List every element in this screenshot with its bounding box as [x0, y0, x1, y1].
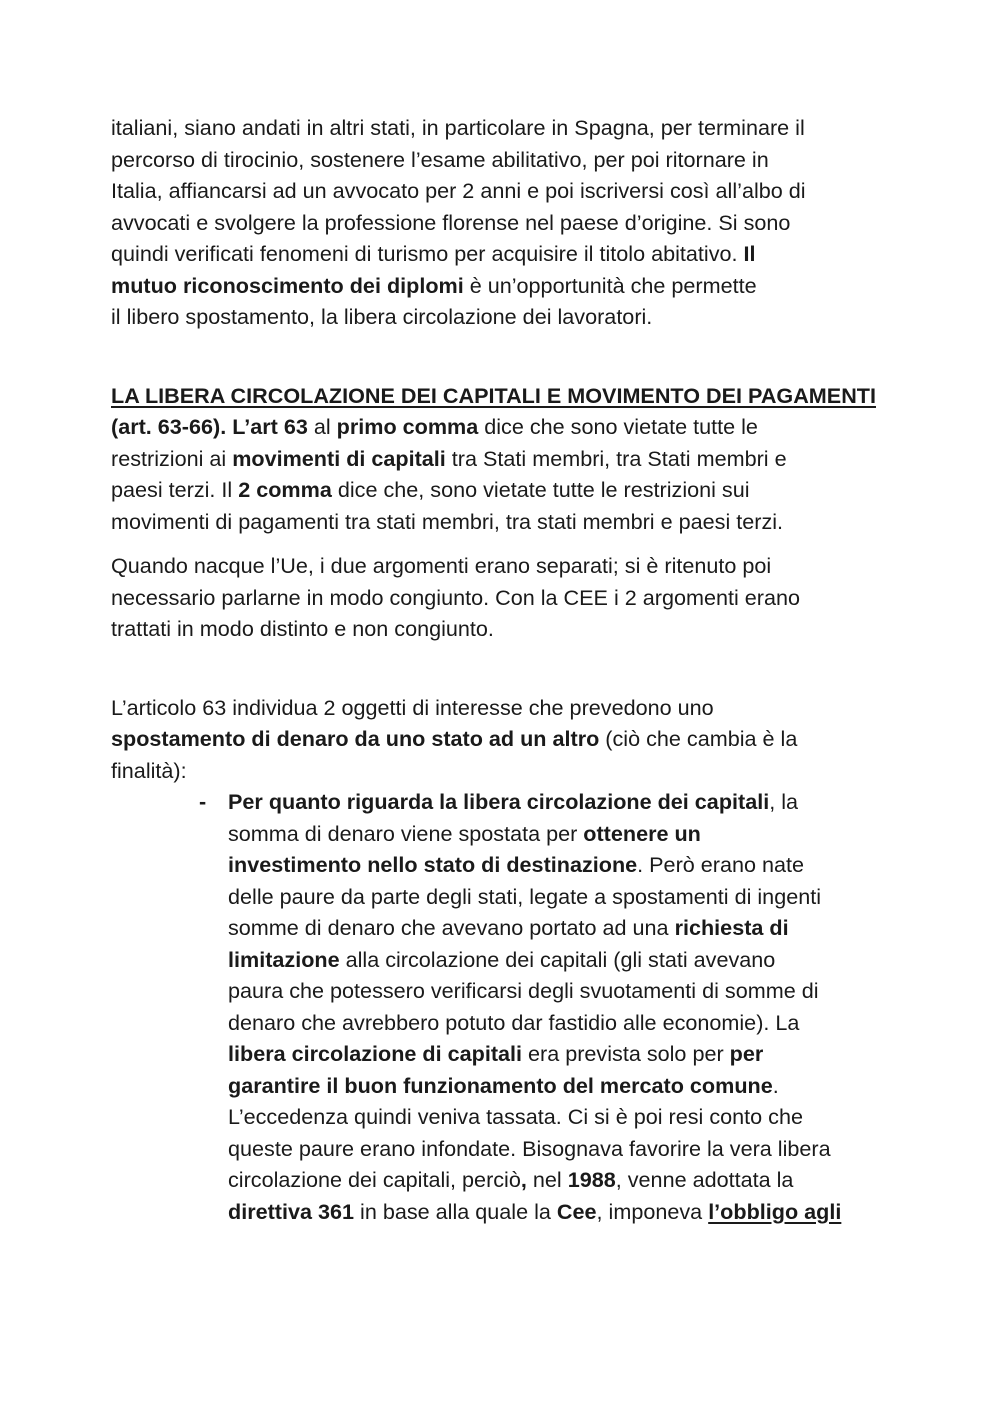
text-line: il libero spostamento, la libera circolazione dei lavoratori.	[111, 304, 653, 329]
bold-text: investimento nello stato di destinazione	[228, 852, 638, 877]
bold-text: ottenere un	[583, 820, 701, 846]
text-run: dice che, sono vietate tutte le restrizioni sui	[331, 477, 750, 502]
text-line: denaro che avrebbero potuto dar fastidio alle economie). La	[228, 1009, 800, 1035]
text-line: paura che potessero verificarsi degli svuotamenti di somme di	[228, 978, 819, 1003]
text-line	[228, 1070, 891, 1102]
paragraph-ue	[111, 550, 891, 645]
bold-text: richiesta di	[674, 915, 789, 940]
text-run: restrizioni ai	[111, 445, 233, 471]
bold-text: spostamento di denaro da uno stato ad un altro	[111, 726, 600, 751]
bullet-marker: -	[199, 789, 207, 814]
text-line	[228, 849, 891, 881]
text-line: trattati in modo distinto e non congiunto.	[111, 616, 494, 641]
text-line	[228, 1196, 891, 1228]
text-run: tra Stati membri, tra Stati membri e	[445, 445, 787, 471]
paragraph-diplomi	[111, 112, 891, 333]
bullet-list	[111, 786, 891, 1227]
text-line	[111, 474, 891, 506]
text-run: quindi verificati fenomeni di turismo per acquisire il titolo abitativo.	[111, 241, 738, 266]
text-run: (ciò che cambia è la	[599, 726, 798, 751]
bold-text: Per quanto riguarda la libera circolazione dei capitali	[228, 789, 770, 814]
text-line: italiani, siano andati in altri stati, in particolare in Spagna, per terminare il	[111, 115, 805, 140]
text-line: Italia, affiancarsi ad un avvocato per 2 anni e poi iscriversi così all’albo di	[111, 178, 806, 203]
text-line	[111, 238, 891, 270]
text-run: , la	[769, 789, 799, 814]
text-run: paesi terzi. Il	[111, 477, 239, 502]
heading-text: LA LIBERA CIRCOLAZIONE DEI CAPITALI E MOVIMENTO DEI PAGAMENTI	[111, 382, 876, 408]
paragraph-articolo-63	[111, 692, 891, 787]
bold-text: mutuo riconoscimento dei diplomi	[111, 272, 464, 298]
bold-text: per	[729, 1041, 764, 1066]
text-line	[228, 1038, 891, 1070]
text-line: avvocati e svolgere la professione florense nel paese d’origine. Si sono	[111, 209, 791, 235]
text-line: Quando nacque l’Ue, i due argomenti erano separati; si è ritenuto poi	[111, 553, 772, 578]
bold-text: Il	[743, 241, 756, 266]
bold-text: 2 comma	[238, 477, 332, 502]
text-run: . Però erano nate	[637, 852, 805, 877]
text-line	[228, 1164, 891, 1196]
document-page	[111, 112, 891, 1227]
text-line: percorso di tirocinio, sostenere l’esame abilitativo, per poi ritornare in	[111, 146, 769, 172]
text-run: , venne adottata la	[615, 1167, 794, 1192]
text-run: circolazione dei capitali, perciò	[228, 1167, 521, 1192]
text-line: queste paure erano infondate. Bisognava favorire la vera libera	[228, 1135, 831, 1161]
bold-text: (art. 63-66). L’art 63	[111, 414, 308, 439]
bold-text: primo comma	[336, 414, 479, 439]
text-run: nel	[526, 1167, 568, 1192]
paragraph-capitali	[111, 380, 891, 538]
text-line: necessario parlarne in modo congiunto. Con la CEE i 2 argomenti erano	[111, 584, 800, 610]
bold-text: libera circolazione di capitali	[228, 1041, 523, 1066]
bold-text: garantire il buon funzionamento del mercato comune	[228, 1072, 773, 1098]
bold-text: Cee	[556, 1198, 597, 1224]
list-item	[228, 786, 891, 1227]
section-heading	[111, 380, 891, 412]
text-run: .	[772, 1072, 779, 1098]
text-run: al	[307, 414, 337, 439]
bold-underlined-text: l’obbligo agli	[708, 1198, 842, 1224]
text-run: , imponeva	[596, 1198, 709, 1224]
text-line: finalità):	[111, 757, 187, 783]
text-line: L’eccedenza quindi veniva tassata. Ci si è poi resi conto che	[228, 1104, 803, 1129]
bold-text: ,	[520, 1167, 527, 1192]
text-line	[111, 270, 891, 302]
text-run: somme di denaro che avevano portato ad una	[228, 915, 675, 940]
text-line	[228, 944, 891, 976]
text-line	[228, 818, 891, 850]
text-run: è un’opportunità che permette	[463, 272, 757, 298]
text-line	[228, 786, 891, 818]
text-run: dice che sono vietate tutte le	[478, 414, 758, 439]
text-run: alla circolazione dei capitali (gli stati avevano	[339, 946, 776, 972]
text-line	[228, 912, 891, 944]
text-line: L’articolo 63 individua 2 oggetti di interesse che prevedono uno	[111, 694, 714, 720]
text-line	[111, 411, 891, 443]
text-line: delle paure da parte degli stati, legate a spostamenti di ingenti	[228, 883, 822, 909]
text-run: in base alla quale la	[354, 1198, 557, 1224]
text-line: movimenti di pagamenti tra stati membri, tra stati membri e paesi terzi.	[111, 508, 784, 534]
text-run: somma di denaro viene spostata per	[228, 820, 584, 846]
bold-text: direttiva 361	[228, 1198, 355, 1224]
bold-text: 1988	[567, 1167, 616, 1192]
text-line	[111, 443, 891, 475]
bold-text: movimenti di capitali	[232, 445, 446, 471]
bold-text: limitazione	[228, 946, 340, 972]
text-run: era prevista solo per	[522, 1041, 730, 1066]
text-line	[111, 723, 891, 755]
